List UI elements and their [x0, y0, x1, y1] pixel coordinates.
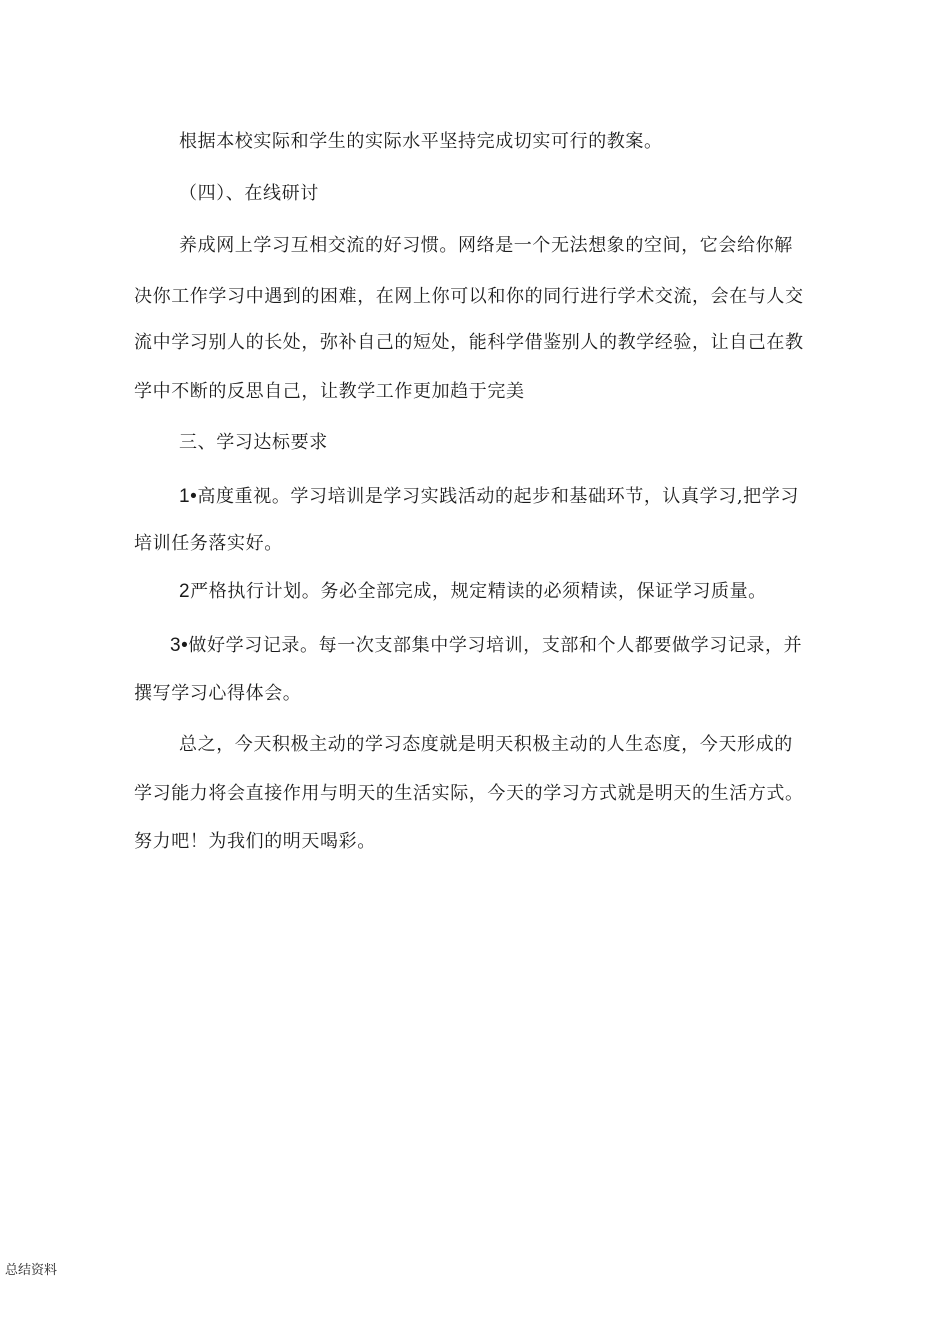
list-item-text: 高度重视。学习培训是学习实践活动的起步和基础环节，认真学习,把学习 [197, 486, 799, 507]
footer-label: 总结资料 [5, 1263, 58, 1278]
list-item-number: 1• [179, 486, 198, 507]
paragraph-line: 养成网上学习互相交流的好习惯。网络是一个无法想象的空间，它会给你解 [179, 235, 793, 256]
list-item-text: 做好学习记录。每一次支部集中学习培训，支部和个人都要做学习记录，并 [188, 635, 803, 656]
paragraph-line: 学中不断的反思自己，让教学工作更加趋于完美 [134, 381, 525, 402]
list-item-text: 严格执行计划。务必全部完成，规定精读的必须精读，保证学习质量。 [190, 581, 767, 602]
section-heading-online-discussion: （四）、在线研讨 [179, 183, 319, 204]
paragraph-line: 撰写学习心得体会。 [134, 683, 302, 704]
list-item-3 [170, 634, 802, 658]
paragraph-line: 培训任务落实好。 [134, 533, 283, 554]
list-item-2 [179, 580, 767, 604]
paragraph-line: 流中学习别人的长处，弥补自己的短处，能科学借鉴别人的教学经验，让自己在教 [134, 332, 804, 353]
paragraph-line: 根据本校实际和学生的实际水平坚持完成切实可行的教案。 [179, 131, 663, 152]
list-item-1 [179, 485, 799, 509]
paragraph-line: 总之，今天积极主动的学习态度就是明天积极主动的人生态度，今天形成的 [179, 734, 793, 755]
paragraph-line: 学习能力将会直接作用与明天的生活实际，今天的学习方式就是明天的生活方式。 [134, 783, 804, 804]
paragraph-line: 努力吧！为我们的明天喝彩。 [134, 831, 376, 852]
section-heading-requirements: 三、学习达标要求 [179, 432, 328, 453]
list-item-number: 3• [170, 635, 189, 656]
list-item-number: 2 [179, 581, 191, 602]
paragraph-line: 决你工作学习中遇到的困难，在网上你可以和你的同行进行学术交流，会在与人交 [134, 286, 804, 307]
